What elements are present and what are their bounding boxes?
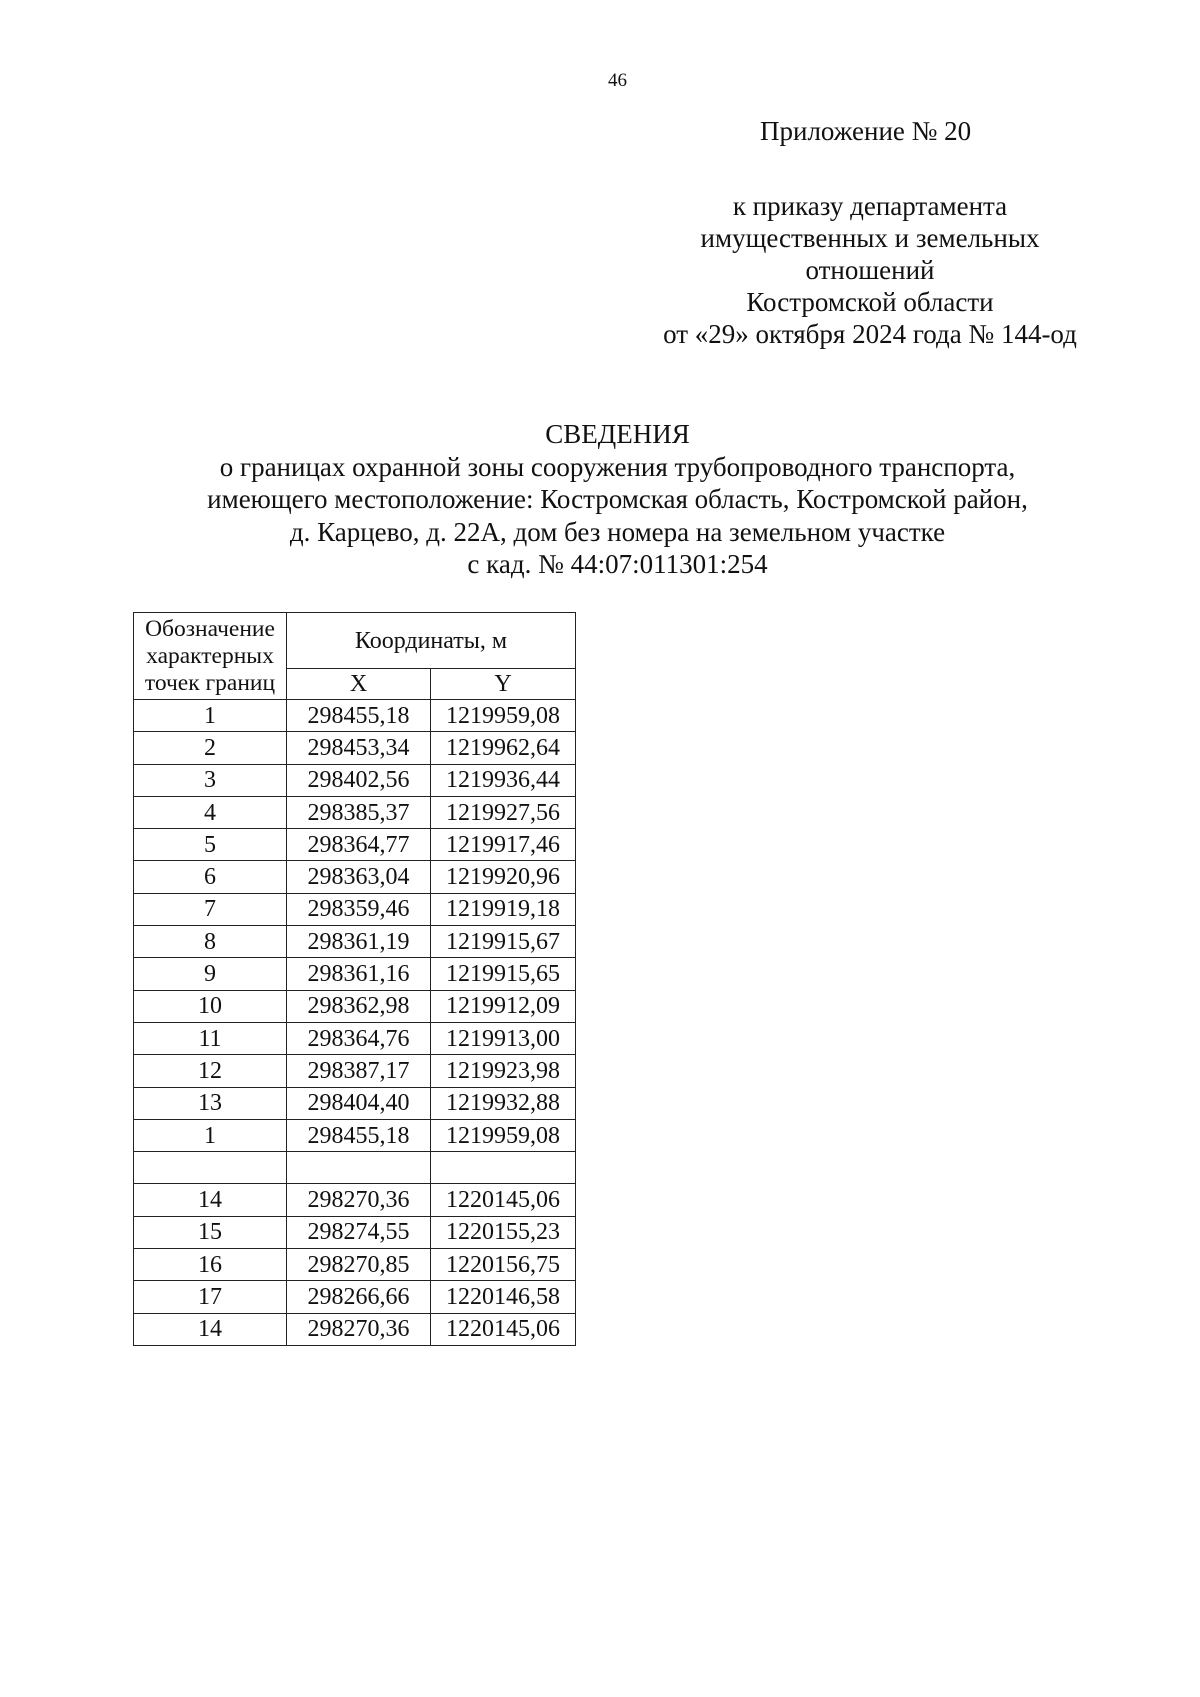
y-coordinate-cell: 1220156,75 — [431, 1249, 576, 1281]
point-cell: 12 — [134, 1055, 287, 1087]
x-coordinate-cell — [287, 1152, 431, 1184]
table-row — [134, 1281, 576, 1313]
document-subtitle-line: д. Карцево, д. 22А, дом без номера на земельном участке — [289, 516, 946, 547]
order-ref-line: отношений — [805, 255, 935, 285]
y-coordinate-cell: 1219959,08 — [431, 700, 576, 732]
y-coordinate-cell: 1219912,09 — [431, 990, 576, 1022]
x-coordinate-cell: 298270,36 — [287, 1313, 431, 1345]
x-coordinate-cell: 298387,17 — [287, 1055, 431, 1087]
x-coordinate-cell: 298363,04 — [287, 861, 431, 893]
table-row — [134, 1055, 576, 1087]
point-cell: 4 — [134, 796, 287, 828]
y-coordinate-cell: 1219923,98 — [431, 1055, 576, 1087]
table-row — [134, 1119, 576, 1151]
x-column-header: X — [287, 669, 431, 700]
y-coordinate-cell: 1220146,58 — [431, 1281, 576, 1313]
point-column-header — [134, 613, 287, 700]
y-coordinate-cell: 1220155,23 — [431, 1216, 576, 1248]
y-coordinate-cell: 1220145,06 — [431, 1313, 576, 1345]
y-coordinate-cell: 1219959,08 — [431, 1119, 576, 1151]
x-coordinate-cell: 298364,77 — [287, 829, 431, 861]
x-coordinate-cell: 298359,46 — [287, 893, 431, 925]
point-cell: 5 — [134, 829, 287, 861]
table-row — [134, 764, 576, 796]
x-coordinate-cell: 298361,16 — [287, 958, 431, 990]
appendix-title: Приложение № 20 — [760, 116, 972, 146]
point-cell: 10 — [134, 990, 287, 1022]
x-coordinate-cell: 298385,37 — [287, 796, 431, 828]
table-row — [134, 1022, 576, 1054]
y-coordinate-cell: 1219927,56 — [431, 796, 576, 828]
point-cell: 2 — [134, 732, 287, 764]
point-header-line: точек границ — [144, 669, 276, 696]
point-cell: 14 — [134, 1313, 287, 1345]
coordinates-column-header: Координаты, м — [287, 613, 576, 669]
x-coordinate-cell: 298274,55 — [287, 1216, 431, 1248]
table-row — [134, 958, 576, 990]
x-coordinate-cell: 298362,98 — [287, 990, 431, 1022]
y-coordinate-cell: 1219920,96 — [431, 861, 576, 893]
table-row — [134, 796, 576, 828]
point-cell: 17 — [134, 1281, 287, 1313]
x-coordinate-cell: 298455,18 — [287, 700, 431, 732]
y-coordinate-cell: 1219913,00 — [431, 1022, 576, 1054]
y-coordinate-cell — [431, 1152, 576, 1184]
point-cell: 14 — [134, 1184, 287, 1216]
order-ref-line: Костромской области — [746, 287, 994, 317]
table-row — [134, 700, 576, 732]
document-heading — [0, 418, 1200, 581]
order-ref-line: имущественных и земельных — [700, 223, 1040, 253]
document-subtitle-line: о границах охранной зоны сооружения трубопроводного транспорта, — [219, 451, 1016, 482]
table-row — [134, 1313, 576, 1345]
x-coordinate-cell: 298361,19 — [287, 926, 431, 958]
coordinates-table — [133, 612, 576, 1346]
point-cell: 16 — [134, 1249, 287, 1281]
point-header-line: Обозначение — [145, 615, 275, 642]
x-coordinate-cell: 298404,40 — [287, 1087, 431, 1119]
point-cell: 6 — [134, 861, 287, 893]
x-coordinate-cell: 298270,36 — [287, 1184, 431, 1216]
table-row — [134, 926, 576, 958]
table-row — [134, 1184, 576, 1216]
table-row — [134, 732, 576, 764]
table-body — [134, 700, 576, 1346]
y-coordinate-cell: 1219915,65 — [431, 958, 576, 990]
point-cell: 11 — [134, 1022, 287, 1054]
x-coordinate-cell: 298266,66 — [287, 1281, 431, 1313]
point-header-line: характерных — [146, 642, 274, 669]
point-cell: 9 — [134, 958, 287, 990]
point-cell: 15 — [134, 1216, 287, 1248]
document-subtitle-line: имеющего местоположение: Костромская область, Костромской район, — [207, 484, 1028, 514]
y-coordinate-cell: 1219919,18 — [431, 893, 576, 925]
point-cell: 1 — [134, 700, 287, 732]
order-ref-line: к приказу департамента — [732, 191, 1008, 221]
page-number: 46 — [608, 70, 627, 91]
document-title: СВЕДЕНИЯ — [545, 419, 690, 449]
point-cell: 3 — [134, 764, 287, 796]
point-cell: 8 — [134, 926, 287, 958]
table-row — [134, 829, 576, 861]
point-cell: 1 — [134, 1119, 287, 1151]
table-row — [134, 893, 576, 925]
point-cell — [134, 1152, 287, 1184]
y-coordinate-cell: 1219915,67 — [431, 926, 576, 958]
y-column-header: Y — [431, 669, 576, 700]
y-coordinate-cell: 1219932,88 — [431, 1087, 576, 1119]
order-ref-line: от «29» октября 2024 года № 144-од — [663, 319, 1077, 349]
table-row — [134, 1152, 576, 1184]
table-row — [134, 1249, 576, 1281]
point-cell: 13 — [134, 1087, 287, 1119]
y-coordinate-cell: 1219917,46 — [431, 829, 576, 861]
x-coordinate-cell: 298364,76 — [287, 1022, 431, 1054]
order-reference — [620, 190, 1120, 350]
document-subtitle-line: с кад. № 44:07:011301:254 — [467, 549, 768, 579]
x-coordinate-cell: 298453,34 — [287, 732, 431, 764]
table-row — [134, 990, 576, 1022]
table-row — [134, 861, 576, 893]
x-coordinate-cell: 298402,56 — [287, 764, 431, 796]
table-header-row — [134, 613, 576, 669]
table-row — [134, 1087, 576, 1119]
y-coordinate-cell: 1219936,44 — [431, 764, 576, 796]
x-coordinate-cell: 298270,85 — [287, 1249, 431, 1281]
x-coordinate-cell: 298455,18 — [287, 1119, 431, 1151]
table-row — [134, 1216, 576, 1248]
point-cell: 7 — [134, 893, 287, 925]
y-coordinate-cell: 1219962,64 — [431, 732, 576, 764]
y-coordinate-cell: 1220145,06 — [431, 1184, 576, 1216]
